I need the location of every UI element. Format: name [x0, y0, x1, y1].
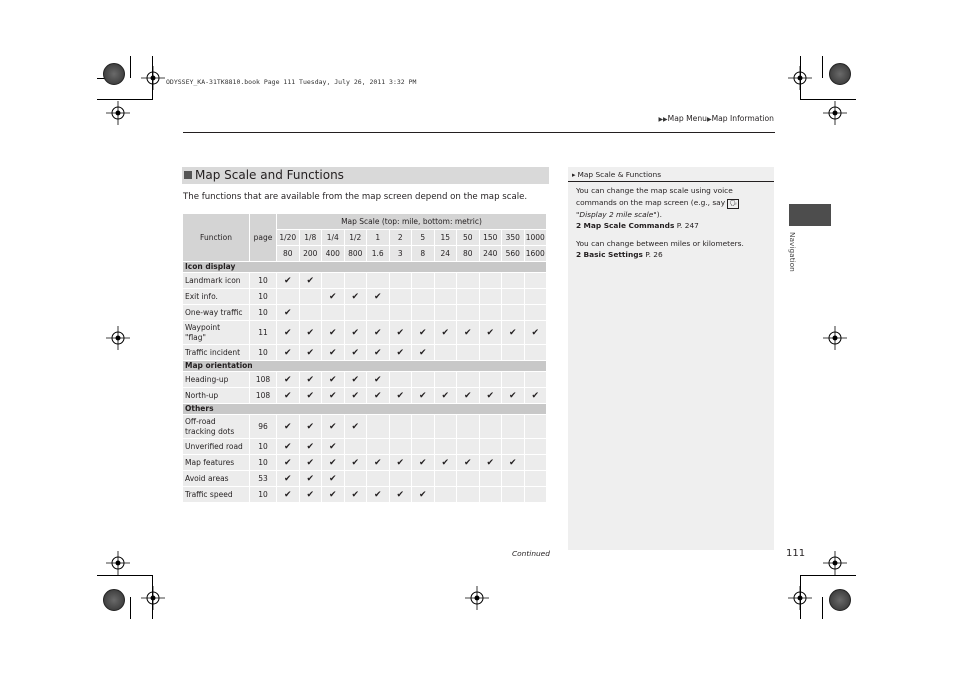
check-icon: ✔	[367, 388, 389, 403]
category-map-orientation: Map orientation	[183, 361, 546, 371]
page-ref[interactable]: 10	[250, 273, 276, 288]
continued-label: Continued	[512, 549, 550, 558]
check-icon: ✔	[322, 439, 344, 454]
check-icon: ✔	[277, 439, 299, 454]
scale-mile-2: 1/8	[300, 230, 322, 245]
check-icon: ✔	[390, 321, 412, 344]
check-icon: ✔	[300, 388, 322, 403]
scale-metric-1: 80	[277, 246, 299, 261]
scale-mile-4: 1/2	[345, 230, 367, 245]
check-icon: ✔	[345, 455, 367, 470]
header-scale: Map Scale (top: mile, bottom: metric)	[277, 214, 546, 229]
check-icon: ✔	[322, 345, 344, 360]
check-icon: ✔	[300, 415, 322, 438]
check-icon: ✔	[435, 388, 457, 403]
scale-metric-11: 560	[502, 246, 524, 261]
scale-mile-7: 5	[412, 230, 434, 245]
check-icon: ✔	[457, 388, 479, 403]
table-row	[183, 372, 546, 387]
table-row	[183, 487, 546, 502]
check-icon: ✔	[457, 321, 479, 344]
function-name: Exit info.	[183, 289, 249, 304]
function-name: One-way traffic	[183, 305, 249, 320]
check-icon: ✔	[322, 455, 344, 470]
functions-table	[182, 213, 547, 503]
category-icon-display: Icon display	[183, 262, 546, 272]
section-tab[interactable]	[789, 204, 831, 226]
breadcrumb-separator-icon: ▶	[706, 116, 712, 123]
page-ref[interactable]: 10	[250, 439, 276, 454]
function-name: North-up	[183, 388, 249, 403]
scale-metric-8: 24	[435, 246, 457, 261]
check-icon: ✔	[367, 289, 389, 304]
section-title: Map Scale and Functions	[182, 167, 549, 184]
check-icon: ✔	[322, 372, 344, 387]
sidebar-body: You can change the map scale using voice commands on the map screen (e.g., say 🗣 "Display 2 mile scale"). 2 Map Scale Commands P. 247 You can change between miles or kilometers. 2 Basic Settings P. 26	[576, 185, 766, 261]
header-rule	[183, 132, 775, 133]
scale-metric-9: 80	[457, 246, 479, 261]
breadcrumb-item-map-menu[interactable]: Map Menu	[667, 114, 707, 123]
check-icon: ✔	[277, 273, 299, 288]
check-icon: ✔	[322, 289, 344, 304]
check-icon: ✔	[322, 388, 344, 403]
check-icon: ✔	[277, 415, 299, 438]
scale-metric-4: 800	[345, 246, 367, 261]
check-icon: ✔	[525, 388, 547, 403]
section-square-icon	[184, 171, 192, 179]
check-icon: ✔	[322, 471, 344, 486]
function-name: Heading-up	[183, 372, 249, 387]
note-arrow-icon: ▸	[572, 171, 576, 179]
header-function: Function	[183, 214, 249, 261]
function-name: Traffic incident	[183, 345, 249, 360]
scale-mile-8: 15	[435, 230, 457, 245]
scale-metric-2: 200	[300, 246, 322, 261]
link-basic-settings[interactable]: 2 Basic Settings P. 26	[576, 250, 663, 259]
function-name: Landmark icon	[183, 273, 249, 288]
check-icon: ✔	[277, 372, 299, 387]
page-ref[interactable]: 53	[250, 471, 276, 486]
check-icon: ✔	[367, 345, 389, 360]
check-icon: ✔	[457, 455, 479, 470]
check-icon: ✔	[412, 455, 434, 470]
scale-metric-7: 8	[412, 246, 434, 261]
scale-metric-10: 240	[480, 246, 502, 261]
scale-mile-9: 50	[457, 230, 479, 245]
check-icon: ✔	[390, 455, 412, 470]
check-icon: ✔	[367, 321, 389, 344]
page-ref[interactable]: 10	[250, 345, 276, 360]
check-icon: ✔	[277, 455, 299, 470]
check-icon: ✔	[300, 321, 322, 344]
table-row	[183, 415, 546, 438]
scale-metric-3: 400	[322, 246, 344, 261]
function-name: Avoid areas	[183, 471, 249, 486]
section-intro: The functions that are available from the map screen depend on the map scale.	[183, 192, 528, 202]
page-ref[interactable]: 108	[250, 372, 276, 387]
table-row	[183, 455, 546, 470]
check-icon: ✔	[367, 487, 389, 502]
check-icon: ✔	[525, 321, 547, 344]
scale-mile-11: 350	[502, 230, 524, 245]
table-row	[183, 321, 546, 344]
check-icon: ✔	[367, 455, 389, 470]
check-icon: ✔	[300, 345, 322, 360]
check-icon: ✔	[322, 321, 344, 344]
scale-mile-6: 2	[390, 230, 412, 245]
link-arrow-icon: 2	[576, 250, 582, 259]
table-row	[183, 388, 546, 403]
check-icon: ✔	[345, 372, 367, 387]
page-number: 111	[786, 548, 806, 559]
section-tab-label: Navigation	[788, 232, 797, 272]
scale-mile-1: 1/20	[277, 230, 299, 245]
check-icon: ✔	[412, 388, 434, 403]
function-name: Unverified road	[183, 439, 249, 454]
check-icon: ✔	[412, 487, 434, 502]
scale-metric-5: 1.6	[367, 246, 389, 261]
sidebar-note	[568, 167, 774, 550]
check-icon: ✔	[277, 471, 299, 486]
function-name: Waypoint "flag"	[183, 321, 249, 344]
scale-mile-12: 1000	[525, 230, 547, 245]
scale-mile-10: 150	[480, 230, 502, 245]
check-icon: ✔	[345, 321, 367, 344]
check-icon: ✔	[390, 487, 412, 502]
check-icon: ✔	[277, 345, 299, 360]
scale-mile-3: 1/4	[322, 230, 344, 245]
check-icon: ✔	[345, 345, 367, 360]
check-icon: ✔	[322, 415, 344, 438]
page-ref[interactable]: 10	[250, 289, 276, 304]
scale-mile-5: 1	[367, 230, 389, 245]
check-icon: ✔	[435, 455, 457, 470]
check-icon: ✔	[345, 487, 367, 502]
scale-metric-6: 3	[390, 246, 412, 261]
check-icon: ✔	[502, 455, 524, 470]
check-icon: ✔	[480, 321, 502, 344]
check-icon: ✔	[390, 388, 412, 403]
function-name: Map features	[183, 455, 249, 470]
link-map-scale-commands[interactable]: 2 Map Scale Commands P. 247	[576, 221, 699, 230]
page-ref[interactable]: 10	[250, 487, 276, 502]
check-icon: ✔	[412, 345, 434, 360]
page-ref[interactable]: 108	[250, 388, 276, 403]
check-icon: ✔	[480, 388, 502, 403]
category-others: Others	[183, 404, 546, 414]
printer-line: ODYSSEY_KA-31TK8810.book Page 111 Tuesday, July 26, 2011 3:32 PM	[166, 78, 417, 86]
check-icon: ✔	[322, 487, 344, 502]
check-icon: ✔	[300, 273, 322, 288]
talk-button-icon: 🗣	[729, 199, 738, 207]
check-icon: ✔	[345, 289, 367, 304]
check-icon: ✔	[412, 321, 434, 344]
check-icon: ✔	[300, 372, 322, 387]
page-ref[interactable]: 11	[250, 321, 276, 344]
check-icon: ✔	[277, 487, 299, 502]
function-name: Traffic speed	[183, 487, 249, 502]
check-icon: ✔	[367, 372, 389, 387]
table-row	[183, 345, 546, 360]
page-ref[interactable]: 96	[250, 415, 276, 438]
function-name: Off-road tracking dots	[183, 415, 249, 438]
header-page: page	[250, 214, 276, 261]
check-icon: ✔	[345, 415, 367, 438]
link-arrow-icon: 2	[576, 221, 582, 230]
check-icon: ✔	[300, 455, 322, 470]
breadcrumb-arrows-icon: ▶▶	[658, 116, 668, 123]
check-icon: ✔	[300, 471, 322, 486]
check-icon: ✔	[480, 455, 502, 470]
page-ref[interactable]: 10	[250, 455, 276, 470]
table-row	[183, 273, 546, 288]
check-icon: ✔	[390, 345, 412, 360]
table-row	[183, 289, 546, 304]
check-icon: ✔	[277, 388, 299, 403]
check-icon: ✔	[300, 487, 322, 502]
check-icon: ✔	[345, 388, 367, 403]
table-row	[183, 471, 546, 486]
check-icon: ✔	[502, 321, 524, 344]
check-icon: ✔	[277, 321, 299, 344]
table-row	[183, 305, 546, 320]
table-row	[183, 439, 546, 454]
check-icon: ✔	[300, 439, 322, 454]
check-icon: ✔	[277, 305, 299, 320]
check-icon: ✔	[435, 321, 457, 344]
scale-metric-12: 1600	[525, 246, 547, 261]
sidebar-title: ▸ Map Scale & Functions	[568, 167, 774, 182]
breadcrumb-item-map-information[interactable]: Map Information	[711, 114, 774, 123]
check-icon: ✔	[502, 388, 524, 403]
breadcrumb	[658, 114, 774, 123]
page-ref[interactable]: 10	[250, 305, 276, 320]
